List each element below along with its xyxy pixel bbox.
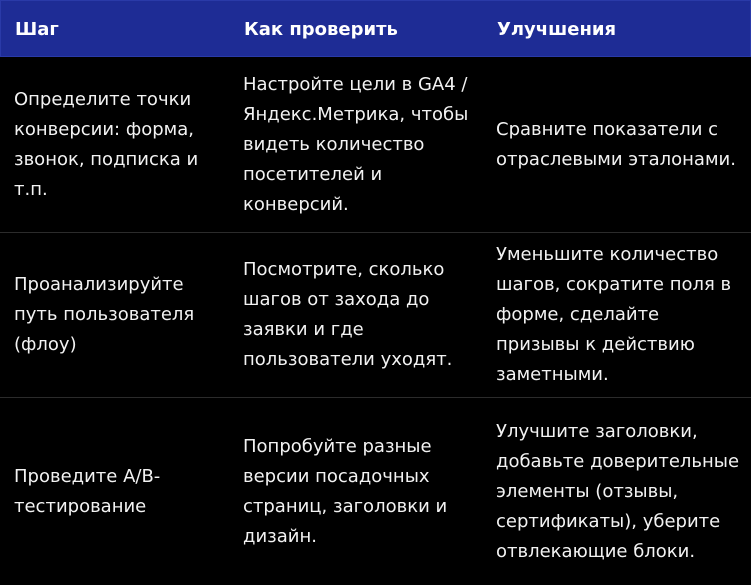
cell-step [0,57,229,232]
cell-step [0,398,229,585]
cell-step [0,233,229,397]
table-row [0,232,751,397]
cell-check-text: Посмотрите, сколько шагов от захода до заявки и где пользователи уходят. [243,259,453,370]
cell-check-text: Попробуйте разные версии посадочных страниц, заголовки и дизайн. [243,435,448,547]
table-row [0,397,751,585]
cell-improve [482,57,751,232]
cell-improve-text: Улучшите заголовки, добавьте доверительные элементы (отзывы, сертификаты), уберите отвлекающие блоки. [496,420,740,562]
cell-improve-text: Сравните показатели с отраслевыми эталонами. [496,118,736,170]
cell-step-text: Определите точки конверсии: форма, звонок, подписка и т.п. [14,88,199,200]
table-row [0,57,751,232]
table-header [0,0,751,57]
cell-check-text: Настройте цели в GA4 / Яндекс.Метрика, чтобы видеть количество посетителей и конверсий. [243,73,469,215]
cell-check [229,398,482,585]
cell-improve [482,398,751,585]
cell-improve [482,233,751,397]
column-header-improve: Улучшения [497,19,617,40]
cell-step-text: Проведите A/B-тестирование [14,465,161,517]
column-header-check: Как проверить [244,19,398,40]
cell-improve-text: Уменьшите количество шагов, сократите поля в форме, сделайте призывы к действию заметными. [496,244,732,385]
cell-check [229,233,482,397]
cell-step-text: Проанализируйте путь пользователя (флоу) [14,274,195,355]
cell-check [229,57,482,232]
column-header-step: Шаг [15,19,59,40]
